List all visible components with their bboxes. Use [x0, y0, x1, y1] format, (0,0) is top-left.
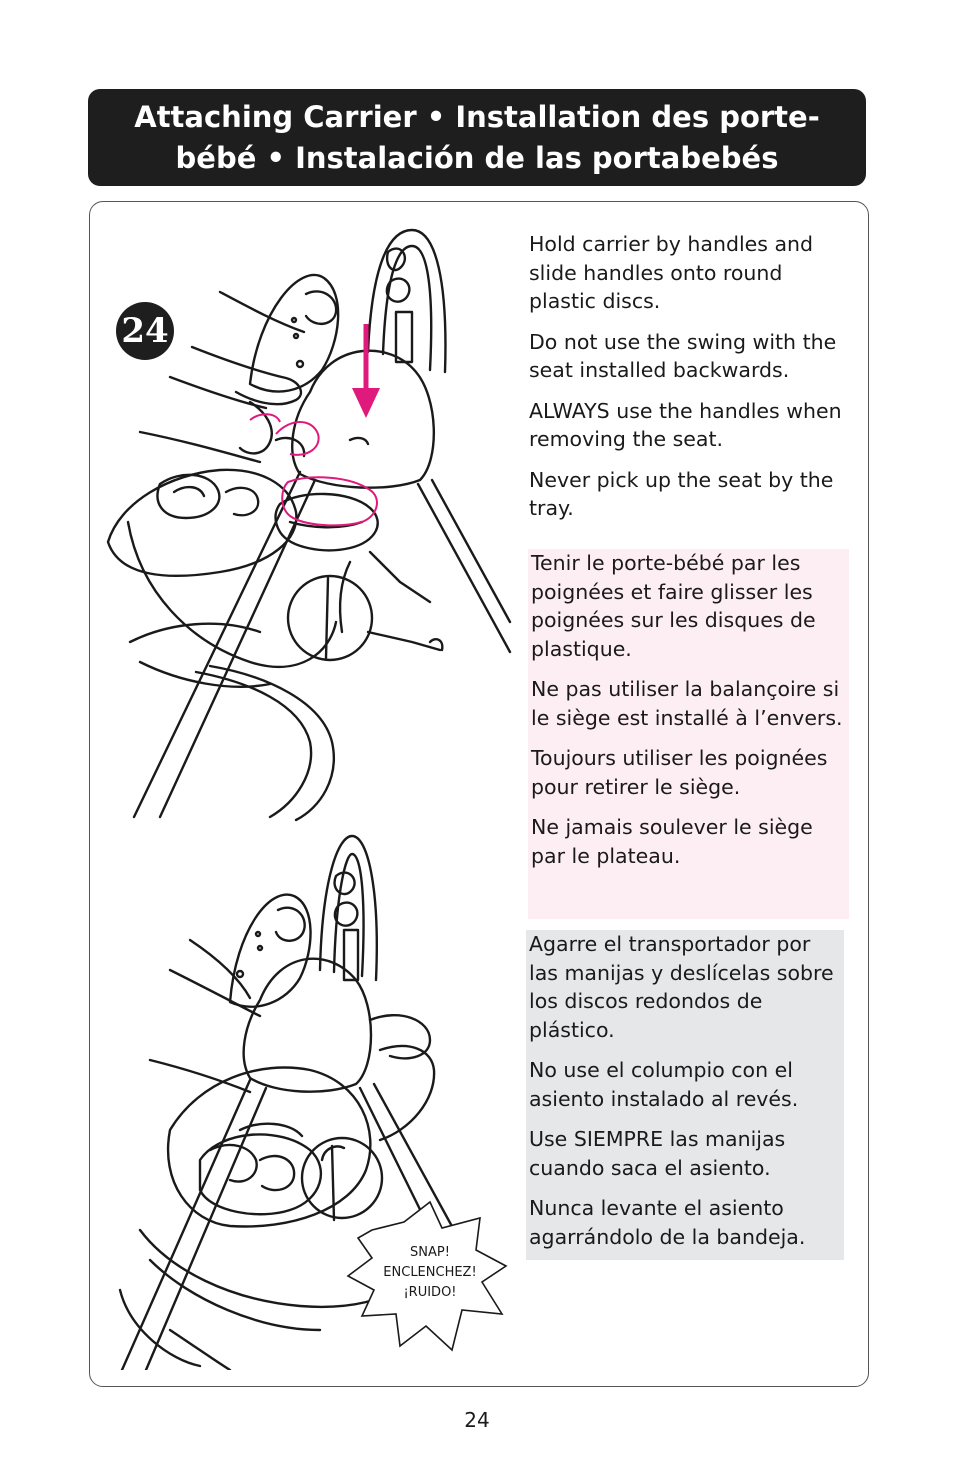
snap-callout — [348, 1202, 506, 1350]
french-paragraph: Ne pas utiliser la balançoire si le siège est installé à l’envers. — [531, 677, 843, 730]
page-number: 24 — [464, 1408, 490, 1432]
snap-callout-en: SNAP! — [410, 1245, 450, 1260]
spanish-paragraph: No use el columpio con el asiento instalado al revés. — [529, 1058, 799, 1111]
page-title — [88, 89, 866, 186]
english-instructions — [529, 230, 851, 535]
english-paragraph: Never pick up the seat by the tray. — [529, 467, 834, 520]
french-paragraph: Toujours utiliser les poignées pour retirer le siège. — [531, 746, 828, 799]
snap-callout-es: ¡RUIDO! — [403, 1285, 457, 1300]
spanish-paragraph: Agarre el transportador por las manijas y deslícelas sobre los discos redondos de plástico. — [529, 932, 834, 1042]
spanish-instructions — [526, 930, 844, 1260]
spanish-paragraph: Nunca levante el asiento agarrándolo de la bandeja. — [529, 1196, 806, 1249]
illustration-attach-carrier — [100, 222, 512, 822]
illustration-carrier-snapped — [110, 830, 522, 1370]
french-paragraph: Tenir le porte-bébé par les poignées et faire glisser les poignées sur les disques de plastique. — [531, 551, 816, 661]
spanish-paragraph: Use SIEMPRE las manijas cuando saca el asiento. — [529, 1127, 786, 1180]
french-paragraph: Ne jamais soulever le siège par le plateau. — [531, 815, 813, 868]
snap-callout-fr: ENCLENCHEZ! — [383, 1265, 477, 1280]
title-line-2: bébé • Instalación de las portabebés — [175, 141, 779, 175]
step-number-badge: 24 — [116, 302, 174, 360]
english-paragraph: ALWAYS use the handles when removing the seat. — [529, 398, 842, 451]
title-line-1: Attaching Carrier • Installation des porte- — [134, 100, 820, 134]
french-instructions — [528, 549, 849, 919]
english-paragraph: Do not use the swing with the seat installed backwards. — [529, 329, 837, 382]
english-paragraph: Hold carrier by handles and slide handles onto round plastic discs. — [529, 232, 814, 313]
